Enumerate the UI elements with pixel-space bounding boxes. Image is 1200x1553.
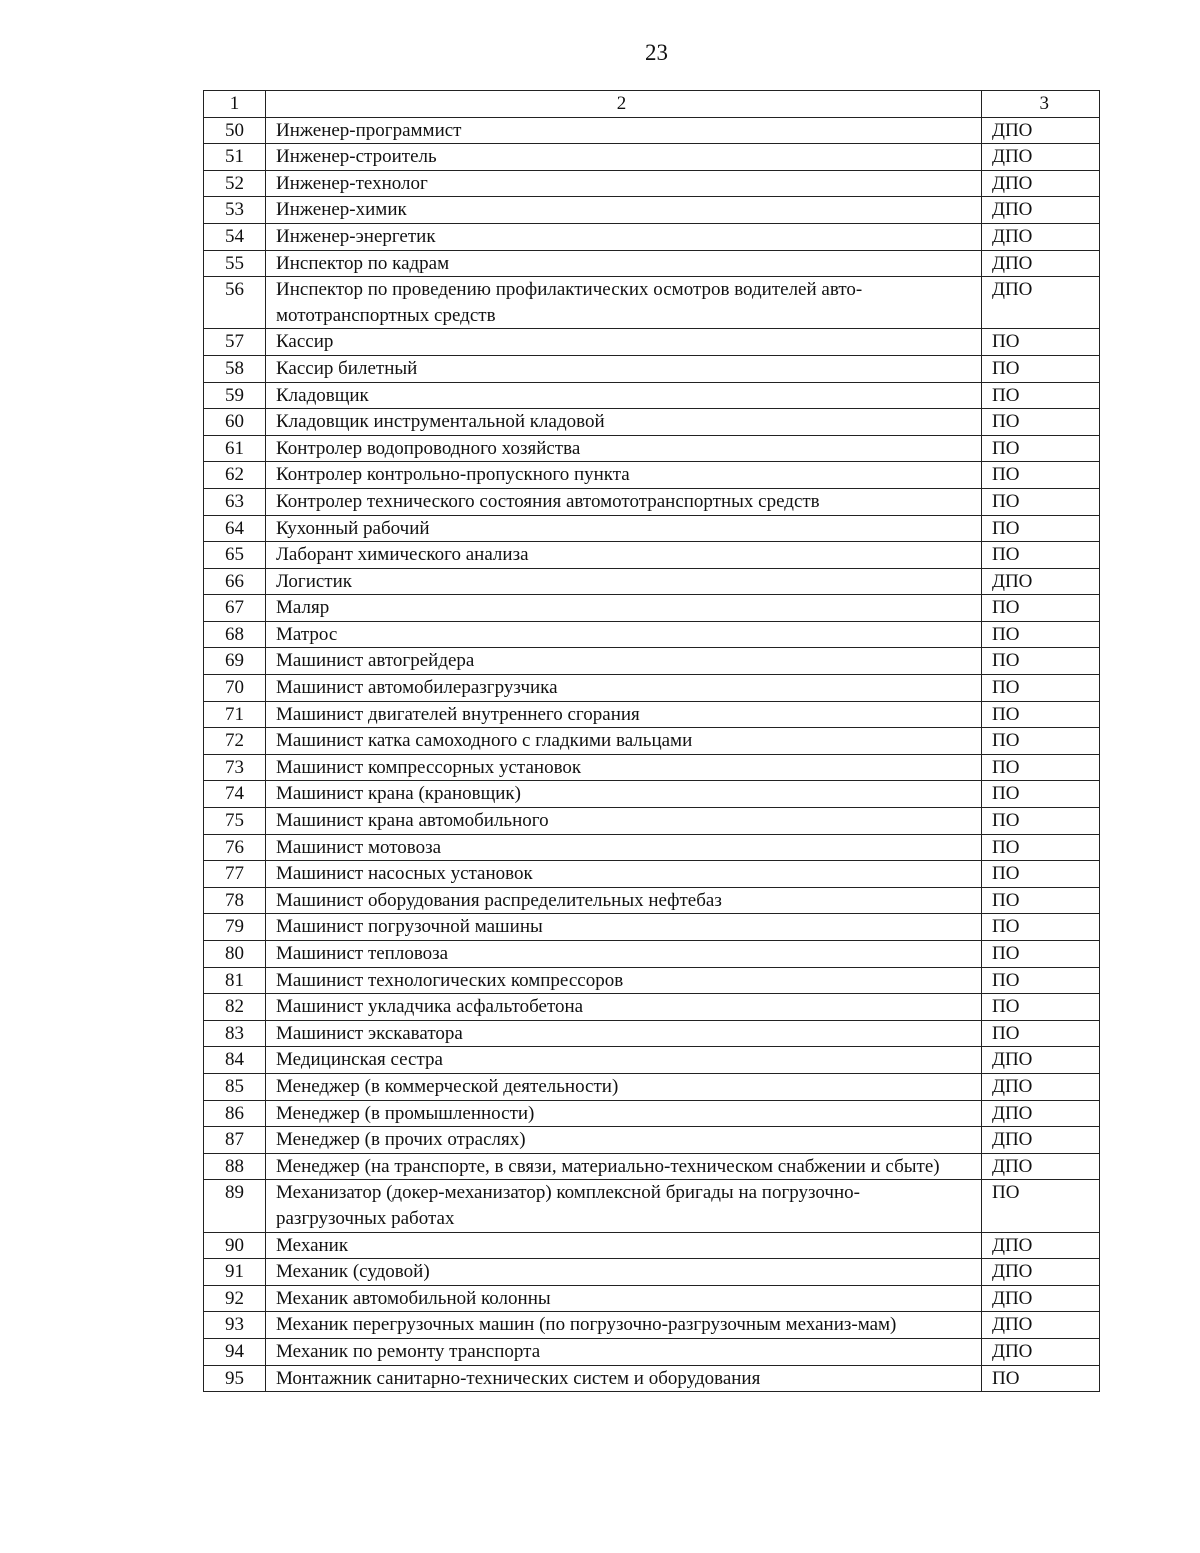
row-number-cell: 83: [204, 1020, 266, 1047]
profession-name-cell: Машинист экскаватора: [266, 1020, 982, 1047]
row-number-cell: 66: [204, 568, 266, 595]
table-row: [204, 781, 1100, 808]
education-type-cell: ДПО: [982, 117, 1100, 144]
row-number-cell: 92: [204, 1285, 266, 1312]
table-row: [204, 117, 1100, 144]
education-type-cell: ДПО: [982, 277, 1100, 329]
profession-name-cell: Машинист двигателей внутреннего сгорания: [266, 701, 982, 728]
table-row: [204, 728, 1100, 755]
row-number-cell: 50: [204, 117, 266, 144]
row-number-cell: 91: [204, 1259, 266, 1286]
education-type-cell: ДПО: [982, 1153, 1100, 1180]
profession-name-cell: Механизатор (докер-механизатор) комплексной бригады на погрузочно-разгрузочных работах: [266, 1180, 982, 1232]
profession-name-cell: Машинист крана автомобильного: [266, 808, 982, 835]
row-number-cell: 58: [204, 355, 266, 382]
table-row: [204, 250, 1100, 277]
row-number-cell: 80: [204, 941, 266, 968]
row-number-cell: 82: [204, 994, 266, 1021]
education-type-cell: ПО: [982, 675, 1100, 702]
row-number-cell: 79: [204, 914, 266, 941]
education-type-cell: ПО: [982, 329, 1100, 356]
table-row: [204, 355, 1100, 382]
education-type-cell: ПО: [982, 409, 1100, 436]
profession-name-cell: Инспектор по кадрам: [266, 250, 982, 277]
profession-name-cell: Машинист автомобилеразгрузчика: [266, 675, 982, 702]
profession-name-cell: Кассир билетный: [266, 355, 982, 382]
table-row: [204, 568, 1100, 595]
row-number-cell: 61: [204, 435, 266, 462]
profession-name-cell: Менеджер (в коммерческой деятельности): [266, 1073, 982, 1100]
profession-name-cell: Механик автомобильной колонны: [266, 1285, 982, 1312]
row-number-cell: 51: [204, 144, 266, 171]
table-row: [204, 515, 1100, 542]
profession-name-cell: Механик перегрузочных машин (по погрузочно-разгрузочным механиз-мам): [266, 1312, 982, 1339]
row-number-cell: 67: [204, 595, 266, 622]
education-type-cell: ПО: [982, 834, 1100, 861]
table-row: [204, 329, 1100, 356]
education-type-cell: ПО: [982, 382, 1100, 409]
profession-name-cell: Машинист погрузочной машины: [266, 914, 982, 941]
table-row: [204, 409, 1100, 436]
table-row: [204, 197, 1100, 224]
row-number-cell: 75: [204, 808, 266, 835]
education-type-cell: ДПО: [982, 1073, 1100, 1100]
table-row: [204, 595, 1100, 622]
table-row: [204, 621, 1100, 648]
table-row: [204, 382, 1100, 409]
profession-name-cell: Контролер водопроводного хозяйства: [266, 435, 982, 462]
profession-name-cell: Кладовщик инструментальной кладовой: [266, 409, 982, 436]
education-type-cell: ПО: [982, 967, 1100, 994]
table-row: [204, 648, 1100, 675]
row-number-cell: 71: [204, 701, 266, 728]
profession-name-cell: Инспектор по проведению профилактических осмотров водителей авто-мототранспортных средств: [266, 277, 982, 329]
row-number-cell: 72: [204, 728, 266, 755]
table-row: [204, 542, 1100, 569]
row-number-cell: 62: [204, 462, 266, 489]
education-type-cell: ДПО: [982, 223, 1100, 250]
row-number-cell: 52: [204, 170, 266, 197]
profession-name-cell: Кассир: [266, 329, 982, 356]
education-type-cell: ДПО: [982, 1100, 1100, 1127]
table-row: [204, 887, 1100, 914]
education-type-cell: ПО: [982, 861, 1100, 888]
table-header-row: [204, 91, 1100, 118]
table-row: [204, 1047, 1100, 1074]
profession-name-cell: Машинист технологических компрессоров: [266, 967, 982, 994]
professions-table: [203, 90, 1100, 1392]
profession-name-cell: Монтажник санитарно-технических систем и оборудования: [266, 1365, 982, 1392]
table-row: [204, 144, 1100, 171]
profession-name-cell: Машинист катка самоходного с гладкими вальцами: [266, 728, 982, 755]
page-number: 23: [645, 40, 668, 65]
row-number-cell: 89: [204, 1180, 266, 1232]
education-type-cell: ПО: [982, 488, 1100, 515]
table-row: [204, 1153, 1100, 1180]
education-type-cell: ПО: [982, 621, 1100, 648]
row-number-cell: 59: [204, 382, 266, 409]
row-number-cell: 63: [204, 488, 266, 515]
education-type-cell: ПО: [982, 1180, 1100, 1232]
row-number-cell: 95: [204, 1365, 266, 1392]
table-row: [204, 277, 1100, 329]
education-type-cell: ПО: [982, 1365, 1100, 1392]
table-row: [204, 1365, 1100, 1392]
education-type-cell: ПО: [982, 435, 1100, 462]
profession-name-cell: Логистик: [266, 568, 982, 595]
education-type-cell: ДПО: [982, 144, 1100, 171]
profession-name-cell: Машинист автогрейдера: [266, 648, 982, 675]
row-number-cell: 64: [204, 515, 266, 542]
table-row: [204, 861, 1100, 888]
row-number-cell: 57: [204, 329, 266, 356]
row-number-cell: 65: [204, 542, 266, 569]
profession-name-cell: Инженер-строитель: [266, 144, 982, 171]
row-number-cell: 87: [204, 1127, 266, 1154]
row-number-cell: 77: [204, 861, 266, 888]
table-row: [204, 223, 1100, 250]
column-header-3: 3: [982, 91, 1100, 118]
row-number-cell: 55: [204, 250, 266, 277]
row-number-cell: 81: [204, 967, 266, 994]
table-row: [204, 701, 1100, 728]
table-row: [204, 941, 1100, 968]
row-number-cell: 94: [204, 1338, 266, 1365]
table-row: [204, 1180, 1100, 1232]
profession-name-cell: Машинист оборудования распределительных нефтебаз: [266, 887, 982, 914]
table-row: [204, 1127, 1100, 1154]
row-number-cell: 93: [204, 1312, 266, 1339]
column-header-1: 1: [204, 91, 266, 118]
row-number-cell: 56: [204, 277, 266, 329]
table-row: [204, 1338, 1100, 1365]
table-row: [204, 462, 1100, 489]
profession-name-cell: Инженер-химик: [266, 197, 982, 224]
education-type-cell: ПО: [982, 648, 1100, 675]
profession-name-cell: Контролер контрольно-пропускного пункта: [266, 462, 982, 489]
row-number-cell: 86: [204, 1100, 266, 1127]
table-row: [204, 967, 1100, 994]
profession-name-cell: Матрос: [266, 621, 982, 648]
education-type-cell: ДПО: [982, 1338, 1100, 1365]
profession-name-cell: Кухонный рабочий: [266, 515, 982, 542]
table-row: [204, 754, 1100, 781]
profession-name-cell: Кладовщик: [266, 382, 982, 409]
table-row: [204, 1259, 1100, 1286]
table-row: [204, 834, 1100, 861]
profession-name-cell: Менеджер (в прочих отраслях): [266, 1127, 982, 1154]
row-number-cell: 53: [204, 197, 266, 224]
profession-name-cell: Механик: [266, 1232, 982, 1259]
row-number-cell: 85: [204, 1073, 266, 1100]
table-row: [204, 914, 1100, 941]
education-type-cell: ДПО: [982, 197, 1100, 224]
education-type-cell: ПО: [982, 701, 1100, 728]
profession-name-cell: Лаборант химического анализа: [266, 542, 982, 569]
education-type-cell: ДПО: [982, 170, 1100, 197]
table-row: [204, 994, 1100, 1021]
table-row: [204, 1312, 1100, 1339]
row-number-cell: 60: [204, 409, 266, 436]
row-number-cell: 68: [204, 621, 266, 648]
table-row: [204, 435, 1100, 462]
row-number-cell: 74: [204, 781, 266, 808]
table-row: [204, 170, 1100, 197]
profession-name-cell: Механик (судовой): [266, 1259, 982, 1286]
profession-name-cell: Машинист тепловоза: [266, 941, 982, 968]
education-type-cell: ДПО: [982, 1127, 1100, 1154]
profession-name-cell: Менеджер (в промышленности): [266, 1100, 982, 1127]
education-type-cell: ПО: [982, 941, 1100, 968]
education-type-cell: ПО: [982, 887, 1100, 914]
row-number-cell: 88: [204, 1153, 266, 1180]
education-type-cell: ПО: [982, 515, 1100, 542]
row-number-cell: 90: [204, 1232, 266, 1259]
row-number-cell: 78: [204, 887, 266, 914]
profession-name-cell: Машинист укладчика асфальтобетона: [266, 994, 982, 1021]
table-row: [204, 1232, 1100, 1259]
table-row: [204, 1100, 1100, 1127]
education-type-cell: ПО: [982, 595, 1100, 622]
profession-name-cell: Машинист крана (крановщик): [266, 781, 982, 808]
education-type-cell: ДПО: [982, 1232, 1100, 1259]
education-type-cell: ПО: [982, 781, 1100, 808]
row-number-cell: 73: [204, 754, 266, 781]
profession-name-cell: Машинист насосных установок: [266, 861, 982, 888]
row-number-cell: 84: [204, 1047, 266, 1074]
profession-name-cell: Инженер-программист: [266, 117, 982, 144]
education-type-cell: ПО: [982, 355, 1100, 382]
table-row: [204, 488, 1100, 515]
table-row: [204, 808, 1100, 835]
row-number-cell: 54: [204, 223, 266, 250]
education-type-cell: ДПО: [982, 1312, 1100, 1339]
profession-name-cell: Машинист мотовоза: [266, 834, 982, 861]
profession-name-cell: Инженер-энергетик: [266, 223, 982, 250]
education-type-cell: ДПО: [982, 1047, 1100, 1074]
education-type-cell: ДПО: [982, 1285, 1100, 1312]
profession-name-cell: Машинист компрессорных установок: [266, 754, 982, 781]
row-number-cell: 70: [204, 675, 266, 702]
education-type-cell: ПО: [982, 728, 1100, 755]
education-type-cell: ПО: [982, 994, 1100, 1021]
profession-name-cell: Маляр: [266, 595, 982, 622]
profession-name-cell: Менеджер (на транспорте, в связи, материально-техническом снабжении и сбыте): [266, 1153, 982, 1180]
education-type-cell: ДПО: [982, 568, 1100, 595]
education-type-cell: ПО: [982, 914, 1100, 941]
education-type-cell: ДПО: [982, 250, 1100, 277]
table-row: [204, 1073, 1100, 1100]
row-number-cell: 76: [204, 834, 266, 861]
profession-name-cell: Медицинская сестра: [266, 1047, 982, 1074]
education-type-cell: ПО: [982, 462, 1100, 489]
profession-name-cell: Механик по ремонту транспорта: [266, 1338, 982, 1365]
education-type-cell: ПО: [982, 754, 1100, 781]
table-row: [204, 1285, 1100, 1312]
column-header-2: 2: [266, 91, 982, 118]
education-type-cell: ДПО: [982, 1259, 1100, 1286]
profession-name-cell: Инженер-технолог: [266, 170, 982, 197]
education-type-cell: ПО: [982, 1020, 1100, 1047]
education-type-cell: ПО: [982, 808, 1100, 835]
table-row: [204, 675, 1100, 702]
table-row: [204, 1020, 1100, 1047]
profession-name-cell: Контролер технического состояния автомототранспортных средств: [266, 488, 982, 515]
education-type-cell: ПО: [982, 542, 1100, 569]
row-number-cell: 69: [204, 648, 266, 675]
